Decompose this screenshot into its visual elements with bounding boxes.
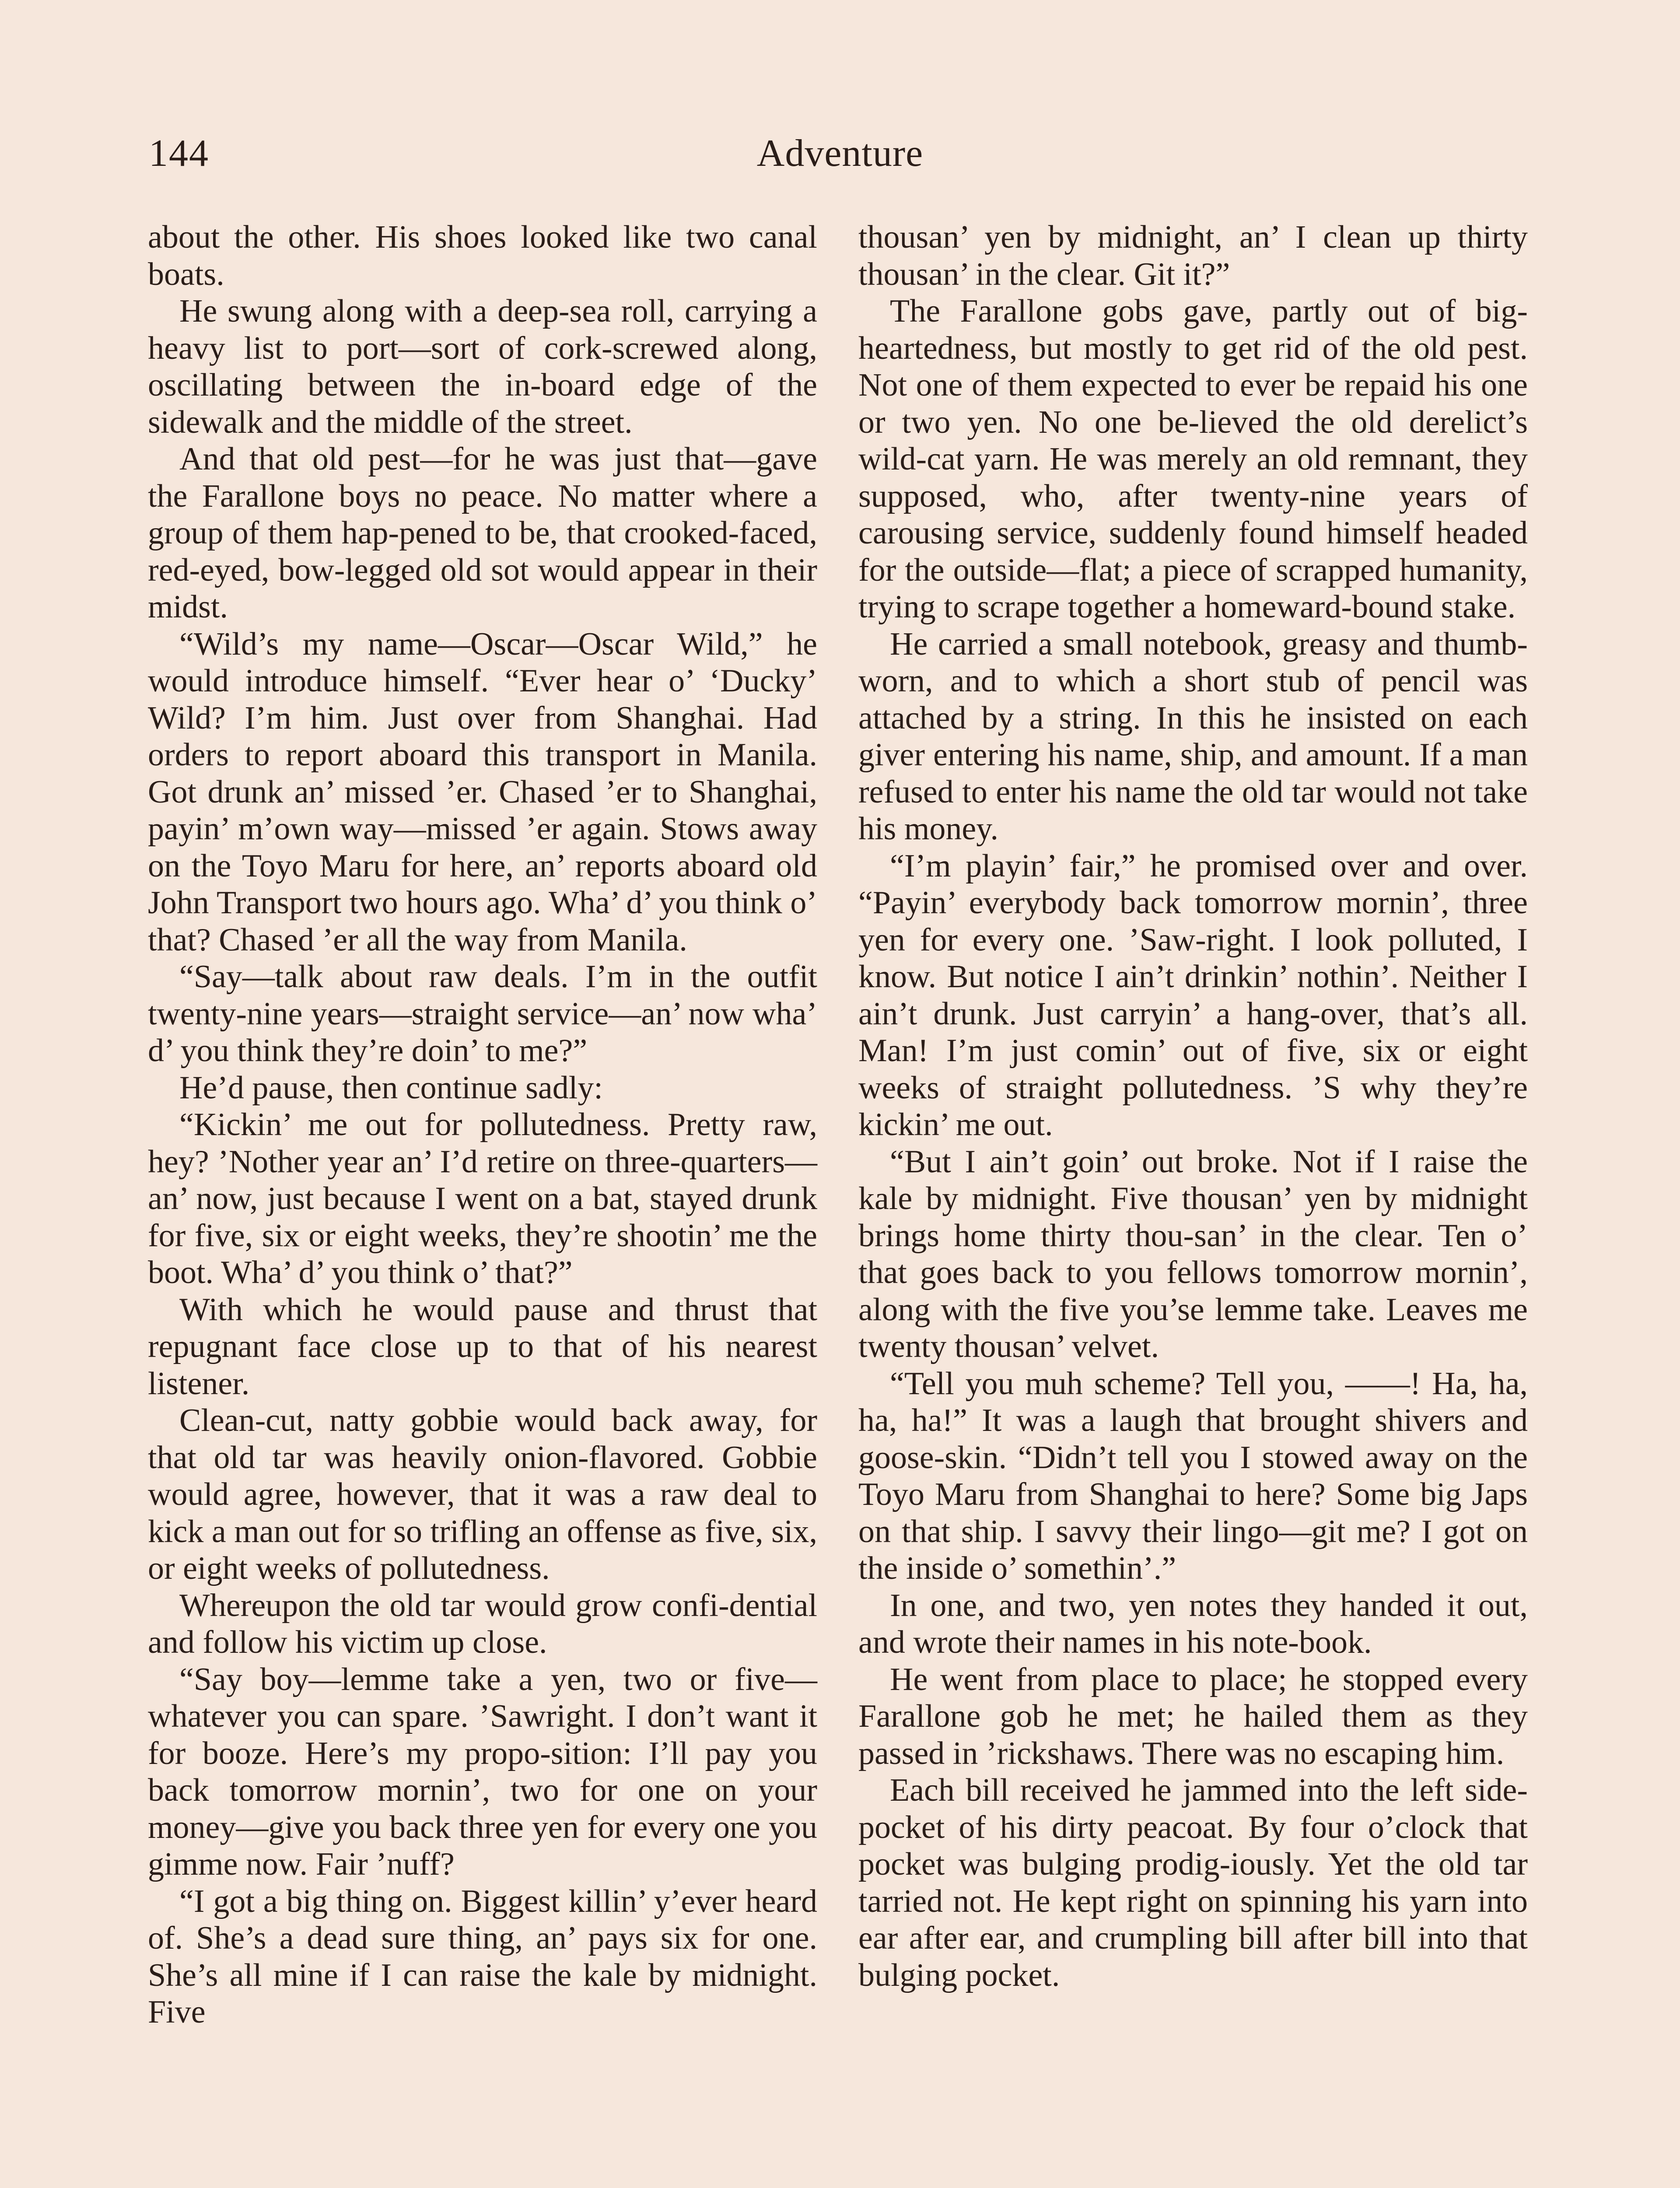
- paragraph: “I’m playin’ fair,” he promised over and over. “Payin’ everybody back tomorrow mornin’, three yen for every one. ’Saw-right. I look polluted, I know. But notice I ain’t drinkin’ nothin’. Neither I ain’t drunk. Just carryin’ a hang-over, that’s all. Man! I’m just comin’ out of five, six or eight weeks of straight pollutedness. ’S why they’re kickin’ me out.: [858, 848, 1528, 1143]
- paragraph: He swung along with a deep-sea roll, carrying a heavy list to port—sort of cork-screwed along, oscillating between the in-board edge of the sidewalk and the middle of the street.: [148, 293, 817, 440]
- paragraph: “Tell you muh scheme? Tell you, ——! Ha, ha, ha, ha!” It was a laugh that brought shivers and goose-skin. “Didn’t tell you I stowed away on the Toyo Maru from Shanghai to here? Some big Japs on that ship. I savvy their lingo—git me? I got on the inside o’ somethin’.”: [858, 1365, 1528, 1586]
- paragraph: With which he would pause and thrust that repugnant face close up to that of his nearest listener.: [148, 1291, 817, 1402]
- paragraph: He went from place to place; he stopped every Farallone gob he met; he hailed them as they passed in ’rickshaws. There was no escaping him.: [858, 1661, 1528, 1771]
- right-column: [858, 219, 1528, 1994]
- page-header: [149, 131, 1531, 179]
- paragraph: “Kickin’ me out for pollutedness. Pretty raw, hey? ’Nother year an’ I’d retire on three-quarters—an’ now, just because I went on a bat, stayed drunk for five, six or eight weeks, they’re shootin’ me the boot. Wha’ d’ you think o’ that?”: [148, 1107, 817, 1290]
- paragraph: Clean-cut, natty gobbie would back away, for that old tar was heavily onion-flavored. Gobbie would agree, however, that it was a raw deal to kick a man out for so trifling an offense as five, six, or eight weeks of pollutedness.: [148, 1403, 817, 1586]
- left-column: [148, 219, 817, 2031]
- page-number: 144: [149, 132, 209, 175]
- paragraph: Whereupon the old tar would grow confi-dential and follow his victim up close.: [148, 1587, 817, 1660]
- paragraph: The Farallone gobs gave, partly out of big-heartedness, but mostly to get rid of the old pest. Not one of them expected to ever be repaid his one or two yen. No one be-lieved the old derelict’s wild-cat yarn. He was merely an old remnant, they supposed, who, after twenty-nine years of carousing service, suddenly found himself headed for the outside—flat; a piece of scrapped humanity, trying to scrape together a homeward-bound stake.: [858, 293, 1528, 625]
- paragraph: about the other. His shoes looked like two canal boats.: [148, 219, 817, 292]
- paragraph: “I got a big thing on. Biggest killin’ y’ever heard of. She’s a dead sure thing, an’ pays six for one. She’s all mine if I can raise the kale by midnight. Five: [148, 1883, 817, 2030]
- magazine-title: Adventure: [756, 132, 924, 175]
- paragraph: “But I ain’t goin’ out broke. Not if I raise the kale by midnight. Five thousan’ yen by midnight brings home thirty thou-san’ in the clear. Ten o’ that goes back to you fellows tomorrow mornin’, along with the five you’se lemme take. Leaves me twenty thousan’ velvet.: [858, 1143, 1528, 1364]
- paragraph: Each bill received he jammed into the left side-pocket of his dirty peacoat. By four o’clock that pocket was bulging prodig-iously. Yet the old tar tarried not. He kept right on spinning his yarn into ear after ear, and crumpling bill after bill into that bulging pocket.: [858, 1772, 1528, 1993]
- paragraph: “Wild’s my name—Oscar—Oscar Wild,” he would introduce himself. “Ever hear o’ ‘Ducky’ Wild? I’m him. Just over from Shanghai. Had orders to report aboard this transport in Manila. Got drunk an’ missed ’er. Chased ’er to Shanghai, payin’ m’own way—missed ’er again. Stows away on the Toyo Maru for here, an’ reports aboard old John Transport two hours ago. Wha’ d’ you think o’ that? Chased ’er all the way from Manila.: [148, 626, 817, 958]
- paragraph: And that old pest—for he was just that—gave the Farallone boys no peace. No matter where a group of them hap-pened to be, that crooked-faced, red-eyed, bow-legged old sot would appear in their midst.: [148, 441, 817, 625]
- paragraph: He carried a small notebook, greasy and thumb-worn, and to which a short stub of pencil was attached by a string. In this he insisted on each giver entering his name, ship, and amount. If a man refused to enter his name the old tar would not take his money.: [858, 626, 1528, 847]
- paragraph: “Say boy—lemme take a yen, two or five—whatever you can spare. ’Sawright. I don’t want it for booze. Here’s my propo-sition: I’ll pay you back tomorrow mornin’, two for one on your money—give you back three yen for every one you gimme now. Fair ’nuff?: [148, 1661, 817, 1882]
- paragraph: In one, and two, yen notes they handed it out, and wrote their names in his note-book.: [858, 1587, 1528, 1660]
- paragraph: He’d pause, then continue sadly:: [179, 1069, 603, 1106]
- paragraph: “Say—talk about raw deals. I’m in the outfit twenty-nine years—straight service—an’ now wha’ d’ you think they’re doin’ to me?”: [148, 959, 817, 1069]
- paragraph: thousan’ yen by midnight, an’ I clean up thirty thousan’ in the clear. Git it?”: [858, 219, 1528, 292]
